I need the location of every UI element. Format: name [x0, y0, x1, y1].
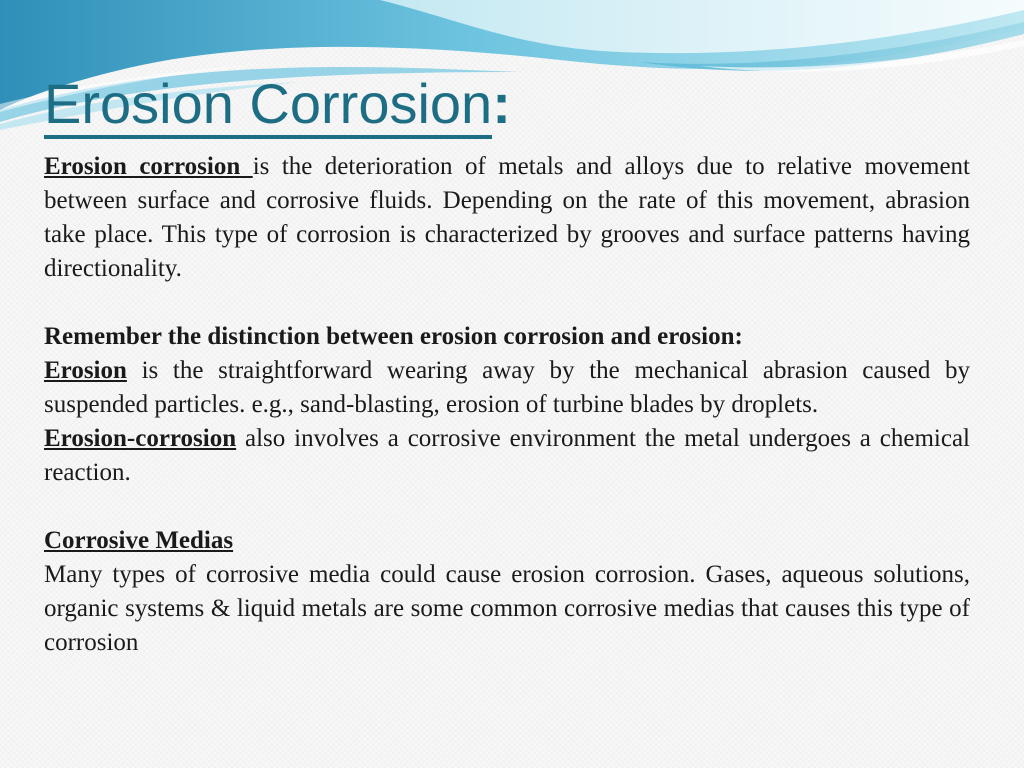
erosion-term: Erosion — [44, 357, 127, 384]
page-title — [44, 66, 511, 142]
spacer — [44, 490, 970, 524]
slide-body — [44, 150, 970, 660]
intro-paragraph — [44, 150, 970, 286]
erosion-corrosion-term: Erosion-corrosion — [44, 425, 237, 452]
distinction-heading-text: Remember the distinction between erosion corrosion and erosion: — [44, 323, 743, 350]
erosion-text: is the straightforward wearing away by the mechanical abrasion caused by suspended particles. e.g., sand-blasting, erosion of turbine blades by droplets. — [44, 357, 970, 418]
erosion-corrosion-paragraph — [44, 422, 970, 490]
title-colon: : — [492, 72, 511, 135]
spacer — [44, 286, 970, 320]
media-heading-text: Corrosive Medias — [44, 527, 234, 554]
title-text: Erosion Corrosion — [44, 72, 492, 139]
media-text: Many types of corrosive media could cause erosion corrosion. Gases, aqueous solutions, organic systems & liquid metals are some common corrosive medias that causes this type of corrosion — [44, 561, 970, 656]
intro-term: Erosion corrosion — [44, 153, 253, 180]
erosion-paragraph — [44, 354, 970, 422]
distinction-heading — [44, 320, 970, 354]
erosion-corrosion-text: also involves a corrosive environment the metal undergoes a chemical reaction. — [44, 425, 970, 486]
media-paragraph — [44, 558, 970, 660]
media-heading — [44, 524, 970, 558]
intro-text: is the deterioration of metals and alloys due to relative movement between surface and corrosive fluids. Depending on the rate of this movement, abrasion take place. This type of corrosion is characterized by grooves and surface patterns having directionality. — [44, 153, 970, 282]
